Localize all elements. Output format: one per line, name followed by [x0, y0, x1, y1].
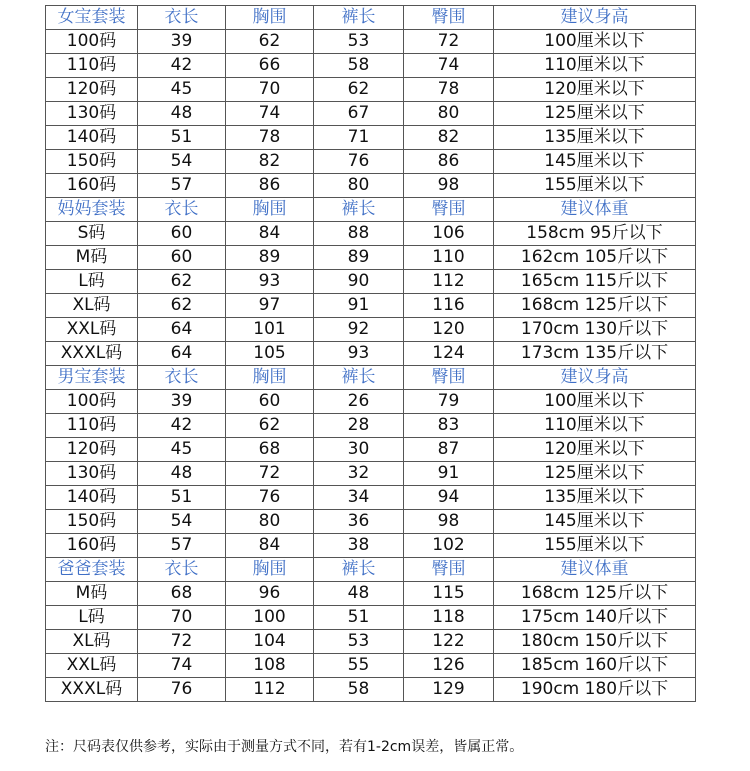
- table-cell: 87: [404, 438, 494, 462]
- column-header: 建议体重: [494, 198, 696, 222]
- size-label: 150码: [46, 150, 138, 174]
- table-cell: 80: [226, 510, 314, 534]
- table-cell: 53: [314, 630, 404, 654]
- table-cell: 62: [226, 414, 314, 438]
- size-label: XXXL码: [46, 678, 138, 702]
- table-cell: 70: [138, 606, 226, 630]
- size-chart-table: [45, 5, 696, 702]
- table-cell: 105: [226, 342, 314, 366]
- column-header: 裤长: [314, 6, 404, 30]
- table-cell: 54: [138, 510, 226, 534]
- table-cell: 92: [314, 318, 404, 342]
- size-label: XXL码: [46, 654, 138, 678]
- size-label: XXL码: [46, 318, 138, 342]
- table-cell: 168cm 125斤以下: [494, 582, 696, 606]
- table-cell: 28: [314, 414, 404, 438]
- table-cell: 190cm 180斤以下: [494, 678, 696, 702]
- table-cell: 82: [226, 150, 314, 174]
- table-cell: 100: [226, 606, 314, 630]
- size-label: 160码: [46, 534, 138, 558]
- column-header: 建议身高: [494, 366, 696, 390]
- table-row: [46, 102, 696, 126]
- column-header: 臀围: [404, 558, 494, 582]
- table-cell: 155厘米以下: [494, 534, 696, 558]
- table-cell: 82: [404, 126, 494, 150]
- table-cell: 30: [314, 438, 404, 462]
- table-cell: 162cm 105斤以下: [494, 246, 696, 270]
- table-cell: 110厘米以下: [494, 414, 696, 438]
- table-cell: 64: [138, 318, 226, 342]
- table-row: [46, 294, 696, 318]
- table-cell: 98: [404, 510, 494, 534]
- table-cell: 53: [314, 30, 404, 54]
- table-cell: 96: [226, 582, 314, 606]
- table-cell: 74: [138, 654, 226, 678]
- column-header: 衣长: [138, 6, 226, 30]
- column-header: 裤长: [314, 558, 404, 582]
- table-cell: 97: [226, 294, 314, 318]
- table-cell: 76: [138, 678, 226, 702]
- table-row: [46, 174, 696, 198]
- column-header: 衣长: [138, 558, 226, 582]
- table-cell: 79: [404, 390, 494, 414]
- table-cell: 185cm 160斤以下: [494, 654, 696, 678]
- table-cell: 170cm 130斤以下: [494, 318, 696, 342]
- table-cell: 112: [404, 270, 494, 294]
- table-cell: 78: [226, 126, 314, 150]
- table-cell: 115: [404, 582, 494, 606]
- table-cell: 62: [314, 78, 404, 102]
- size-label: 150码: [46, 510, 138, 534]
- table-cell: 68: [138, 582, 226, 606]
- table-cell: 48: [314, 582, 404, 606]
- table-cell: 74: [226, 102, 314, 126]
- table-cell: 67: [314, 102, 404, 126]
- table-cell: 80: [314, 174, 404, 198]
- table-cell: 98: [404, 174, 494, 198]
- table-cell: 165cm 115斤以下: [494, 270, 696, 294]
- table-cell: 58: [314, 54, 404, 78]
- table-cell: 72: [138, 630, 226, 654]
- column-header: 臀围: [404, 6, 494, 30]
- table-cell: 110: [404, 246, 494, 270]
- table-cell: 60: [226, 390, 314, 414]
- table-cell: 62: [138, 294, 226, 318]
- table-cell: 48: [138, 462, 226, 486]
- table-cell: 36: [314, 510, 404, 534]
- table-cell: 54: [138, 150, 226, 174]
- table-cell: 175cm 140斤以下: [494, 606, 696, 630]
- table-cell: 110厘米以下: [494, 54, 696, 78]
- table-cell: 91: [314, 294, 404, 318]
- table-cell: 58: [314, 678, 404, 702]
- table-cell: 39: [138, 390, 226, 414]
- section-title: 妈妈套装: [46, 198, 138, 222]
- table-cell: 90: [314, 270, 404, 294]
- table-cell: 173cm 135斤以下: [494, 342, 696, 366]
- size-chart-body: [46, 6, 696, 702]
- table-cell: 83: [404, 414, 494, 438]
- table-cell: 94: [404, 486, 494, 510]
- table-cell: 168cm 125斤以下: [494, 294, 696, 318]
- table-cell: 66: [226, 54, 314, 78]
- table-cell: 145厘米以下: [494, 510, 696, 534]
- column-header: 胸围: [226, 366, 314, 390]
- table-row: [46, 510, 696, 534]
- size-label: 120码: [46, 78, 138, 102]
- table-cell: 84: [226, 222, 314, 246]
- table-cell: 89: [226, 246, 314, 270]
- section-title: 男宝套装: [46, 366, 138, 390]
- table-cell: 100厘米以下: [494, 30, 696, 54]
- table-cell: 118: [404, 606, 494, 630]
- table-cell: 108: [226, 654, 314, 678]
- section-header-row: [46, 366, 696, 390]
- table-row: [46, 630, 696, 654]
- size-label: XL码: [46, 294, 138, 318]
- size-label: XL码: [46, 630, 138, 654]
- table-cell: 78: [404, 78, 494, 102]
- table-cell: 51: [138, 126, 226, 150]
- section-header-row: [46, 198, 696, 222]
- table-cell: 104: [226, 630, 314, 654]
- column-header: 衣长: [138, 198, 226, 222]
- table-cell: 80: [404, 102, 494, 126]
- table-cell: 64: [138, 342, 226, 366]
- table-cell: 72: [226, 462, 314, 486]
- table-cell: 57: [138, 534, 226, 558]
- size-label: 130码: [46, 462, 138, 486]
- table-row: [46, 606, 696, 630]
- size-label: 110码: [46, 414, 138, 438]
- size-label: 100码: [46, 30, 138, 54]
- table-cell: 39: [138, 30, 226, 54]
- table-cell: 155厘米以下: [494, 174, 696, 198]
- table-cell: 101: [226, 318, 314, 342]
- section-title: 爸爸套装: [46, 558, 138, 582]
- table-row: [46, 582, 696, 606]
- table-cell: 45: [138, 438, 226, 462]
- table-row: [46, 462, 696, 486]
- table-cell: 120厘米以下: [494, 78, 696, 102]
- table-row: [46, 414, 696, 438]
- table-cell: 60: [138, 246, 226, 270]
- table-cell: 86: [226, 174, 314, 198]
- table-cell: 42: [138, 54, 226, 78]
- table-cell: 122: [404, 630, 494, 654]
- table-cell: 38: [314, 534, 404, 558]
- column-header: 裤长: [314, 198, 404, 222]
- table-cell: 135厘米以下: [494, 486, 696, 510]
- column-header: 臀围: [404, 366, 494, 390]
- table-row: [46, 126, 696, 150]
- column-header: 胸围: [226, 558, 314, 582]
- column-header: 建议体重: [494, 558, 696, 582]
- table-row: [46, 342, 696, 366]
- table-cell: 76: [314, 150, 404, 174]
- size-label: 120码: [46, 438, 138, 462]
- size-label: L码: [46, 270, 138, 294]
- table-row: [46, 486, 696, 510]
- table-cell: 180cm 150斤以下: [494, 630, 696, 654]
- table-cell: 124: [404, 342, 494, 366]
- table-cell: 57: [138, 174, 226, 198]
- table-row: [46, 654, 696, 678]
- table-cell: 129: [404, 678, 494, 702]
- table-row: [46, 54, 696, 78]
- section-title: 女宝套装: [46, 6, 138, 30]
- table-cell: 51: [138, 486, 226, 510]
- table-row: [46, 438, 696, 462]
- table-cell: 68: [226, 438, 314, 462]
- table-row: [46, 534, 696, 558]
- table-row: [46, 222, 696, 246]
- table-cell: 91: [404, 462, 494, 486]
- table-cell: 135厘米以下: [494, 126, 696, 150]
- section-header-row: [46, 6, 696, 30]
- size-label: M码: [46, 582, 138, 606]
- table-cell: 62: [226, 30, 314, 54]
- table-cell: 86: [404, 150, 494, 174]
- table-row: [46, 78, 696, 102]
- table-row: [46, 30, 696, 54]
- table-cell: 145厘米以下: [494, 150, 696, 174]
- table-row: [46, 678, 696, 702]
- table-cell: 42: [138, 414, 226, 438]
- column-header: 胸围: [226, 198, 314, 222]
- table-cell: 125厘米以下: [494, 462, 696, 486]
- column-header: 建议身高: [494, 6, 696, 30]
- table-cell: 26: [314, 390, 404, 414]
- section-header-row: [46, 558, 696, 582]
- table-cell: 88: [314, 222, 404, 246]
- table-cell: 60: [138, 222, 226, 246]
- size-label: 100码: [46, 390, 138, 414]
- table-cell: 45: [138, 78, 226, 102]
- table-cell: 89: [314, 246, 404, 270]
- column-header: 裤长: [314, 366, 404, 390]
- table-cell: 93: [314, 342, 404, 366]
- table-cell: 120: [404, 318, 494, 342]
- table-cell: 48: [138, 102, 226, 126]
- size-label: 140码: [46, 126, 138, 150]
- table-cell: 70: [226, 78, 314, 102]
- table-cell: 76: [226, 486, 314, 510]
- column-header: 衣长: [138, 366, 226, 390]
- table-row: [46, 318, 696, 342]
- table-cell: 126: [404, 654, 494, 678]
- table-cell: 102: [404, 534, 494, 558]
- size-label: L码: [46, 606, 138, 630]
- size-label: 140码: [46, 486, 138, 510]
- table-row: [46, 390, 696, 414]
- size-label: 160码: [46, 174, 138, 198]
- table-cell: 100厘米以下: [494, 390, 696, 414]
- size-label: S码: [46, 222, 138, 246]
- size-label: M码: [46, 246, 138, 270]
- table-cell: 112: [226, 678, 314, 702]
- table-cell: 71: [314, 126, 404, 150]
- table-cell: 106: [404, 222, 494, 246]
- column-header: 胸围: [226, 6, 314, 30]
- table-row: [46, 246, 696, 270]
- table-cell: 72: [404, 30, 494, 54]
- table-row: [46, 270, 696, 294]
- table-cell: 84: [226, 534, 314, 558]
- table-cell: 55: [314, 654, 404, 678]
- footnote: 注：尺码表仅供参考，实际由于测量方式不同，若有1-2cm误差，皆属正常。: [45, 739, 524, 755]
- table-cell: 116: [404, 294, 494, 318]
- column-header: 臀围: [404, 198, 494, 222]
- table-cell: 62: [138, 270, 226, 294]
- table-cell: 158cm 95斤以下: [494, 222, 696, 246]
- size-label: 130码: [46, 102, 138, 126]
- size-label: XXXL码: [46, 342, 138, 366]
- table-cell: 32: [314, 462, 404, 486]
- table-cell: 74: [404, 54, 494, 78]
- table-row: [46, 150, 696, 174]
- table-cell: 125厘米以下: [494, 102, 696, 126]
- table-cell: 34: [314, 486, 404, 510]
- table-cell: 51: [314, 606, 404, 630]
- table-cell: 120厘米以下: [494, 438, 696, 462]
- table-cell: 93: [226, 270, 314, 294]
- size-label: 110码: [46, 54, 138, 78]
